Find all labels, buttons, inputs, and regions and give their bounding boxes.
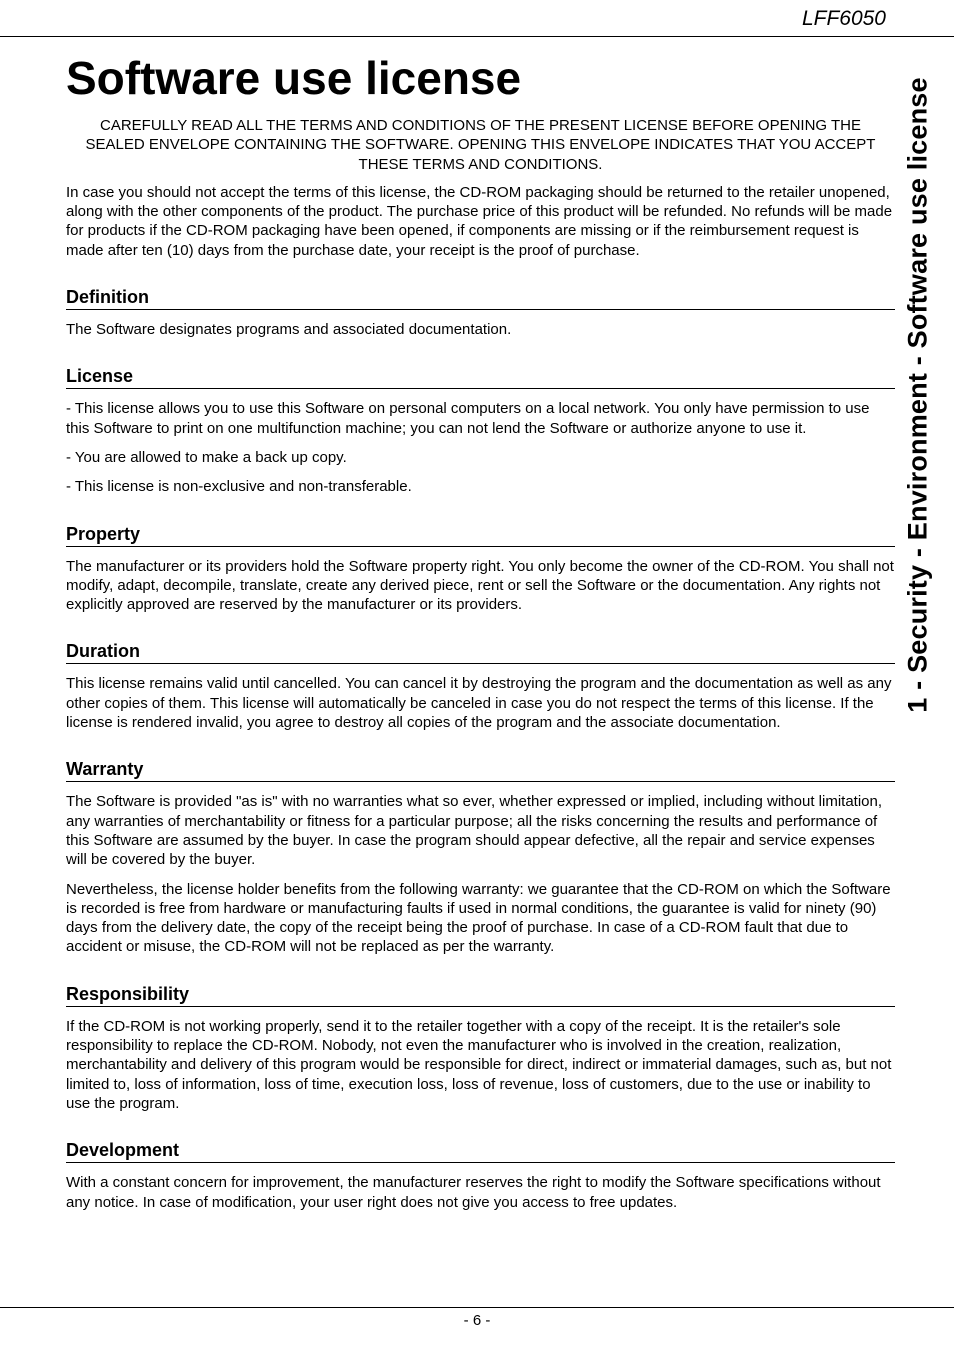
section-heading-warranty: Warranty xyxy=(66,758,895,782)
section-license xyxy=(66,365,895,496)
side-tab-label: 1 - Security - Environment - Software use license xyxy=(902,77,933,713)
section-heading-license: License xyxy=(66,365,895,389)
side-tab xyxy=(898,60,938,730)
duration-paragraph-1: This license remains valid until cancelled. You can cancel it by destroying the program and the documentation as well as any other copies of them. This license will automatically be canceled in case you do not respect the terms of this license. If the license is rendered invalid, you agree to destroy all copies of the program and the associate documentation. xyxy=(66,675,892,732)
development-paragraph-1: With a constant concern for improvement, the manufacturer reserves the right to modify the Software specifications without any notice. In case of modification, your user right does not give you access to free updates. xyxy=(66,1174,881,1211)
license-paragraph-2: - You are allowed to make a back up copy. xyxy=(66,448,347,466)
section-heading-duration: Duration xyxy=(66,640,895,664)
page-title: Software use license xyxy=(66,52,522,104)
property-paragraph-1: The manufacturer or its providers hold the Software property right. You only become the owner of the CD-ROM. You shall not modify, adapt, decompile, translate, create any derived piece, rent or sell the Software or the documentation. Any rights not explicitly approved are reserved by the manufacturer or its providers. xyxy=(66,557,894,614)
section-definition xyxy=(66,286,895,339)
section-duration xyxy=(66,640,895,732)
section-heading-property: Property xyxy=(66,523,895,547)
responsibility-paragraph-1: If the CD-ROM is not working properly, send it to the retailer together with a copy of the receipt. It is the retailer's sole responsibility to replace the CD-ROM. Nobody, not even the manufacturer who is involved in the creation, realization, merchantability and delivery of this program would be responsible for direct, indirect or immaterial damages, such as, but not limited to, loss of information, loss of time, execution loss, loss of revenue, loss of customers, due to the use or inability to use the program. xyxy=(66,1017,892,1112)
section-warranty xyxy=(66,758,895,956)
definition-paragraph-1: The Software designates programs and associated documentation. xyxy=(66,321,512,339)
section-heading-definition: Definition xyxy=(66,286,895,310)
header-rule xyxy=(0,36,954,37)
section-heading-responsibility: Responsibility xyxy=(66,983,895,1007)
warranty-paragraph-2: Nevertheless, the license holder benefits from the following warranty: we guarantee that the CD-ROM on which the Software is recorded is free from hardware or manufacturing faults if used in normal conditions, the guarantee is valid for ninety (90) days from the delivery date, the copy of the receipt being the proof of purchase. In case of a CD-ROM fault that due to accident or misuse, the CD-ROM will not be replaced as per the warranty. xyxy=(66,880,891,956)
warranty-paragraph-1: The Software is provided "as is" with no warranties what so ever, whether expressed or implied, including without limitation, any warranties of merchantability or fitness for a particular purpose; all the risks concerning the results and performance of this Software are assumed by the buyer. In case the program should appear defective, all the repair and service expenses will be covered by the buyer. xyxy=(66,793,883,869)
intro-notice: CAREFULLY READ ALL THE TERMS AND CONDITIONS OF THE PRESENT LICENSE BEFORE OPENING THE SEALED ENVELOPE CONTAINING THE SOFTWARE. OPENING THIS ENVELOPE INDICATES THAT YOU ACCEPT THESE TERMS AND CONDITIONS. xyxy=(85,117,876,173)
section-development xyxy=(66,1139,895,1212)
header-model: LFF6050 xyxy=(801,7,886,30)
lead-paragraph: In case you should not accept the terms of this license, the CD-ROM packaging should be returned to the retailer unopened, along with the other components of the product. The purchase price of this product will be refunded. No refunds will be made for products if the CD-ROM packaging have been opened, if components are missing or if the reimbursement request is made after ten (10) days from the purchase date, your receipt is the proof of purchase. xyxy=(66,183,893,259)
footer-rule xyxy=(0,1307,954,1308)
page-number: - 6 - xyxy=(463,1312,491,1329)
license-paragraph-3: - This license is non-exclusive and non-transferable. xyxy=(66,478,412,496)
section-responsibility xyxy=(66,983,895,1113)
license-paragraph-1: - This license allows you to use this Software on personal computers on a local network. You only have permission to use this Software to print on one multifunction machine; you can not lend the Software or authorize anyone to use it. xyxy=(66,400,870,437)
section-heading-development: Development xyxy=(66,1139,895,1163)
section-property xyxy=(66,523,895,615)
document-content xyxy=(66,52,895,1222)
